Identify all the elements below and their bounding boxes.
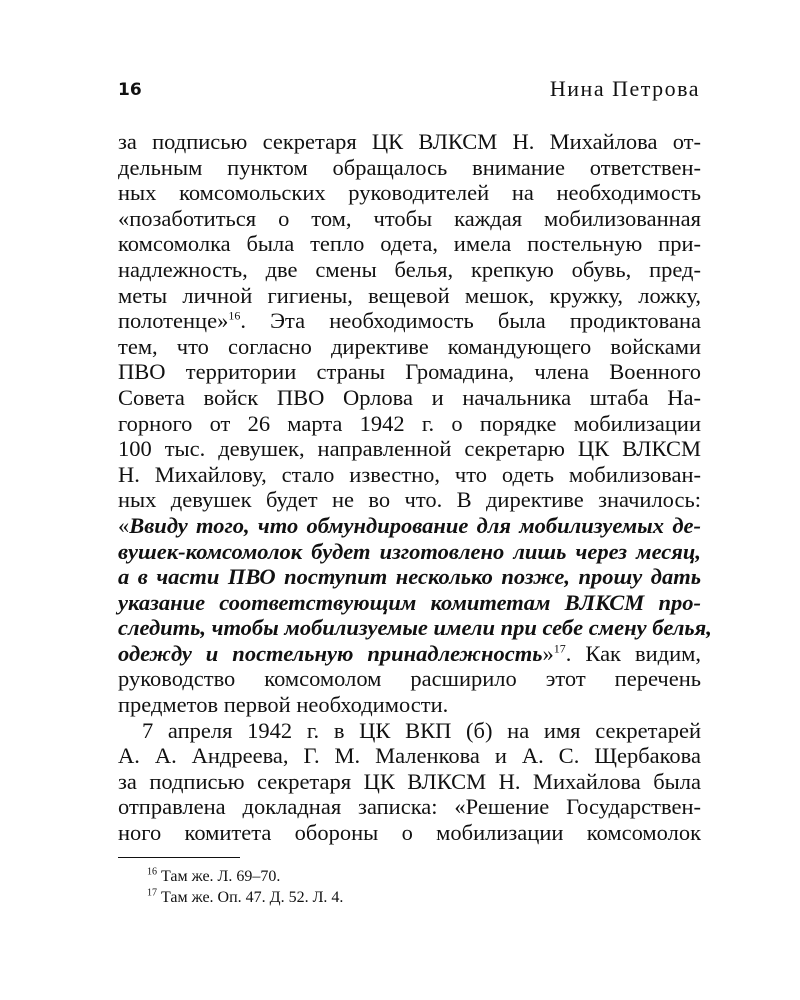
quote-line: указание соответствующим комитетам ВЛКСМ про- <box>118 589 701 615</box>
text-line: 100 тыс. девушек, направленной секретарю ЦК ВЛКСМ <box>118 436 701 462</box>
text-line: за подписью секретаря ЦК ВЛКСМ Н. Михайлова от- <box>118 129 701 154</box>
text-line: ПВО территории страны Громадина, члена Военного <box>118 359 701 385</box>
text-line: меты личной гигиены, вещевой мешок, кружку, ложку, <box>118 282 701 308</box>
quote-text: Ввиду того, что обмундирование для мобилизуемых де- <box>129 512 701 538</box>
text-line: ных девушек будет не во что. В директиве значилось: <box>118 487 701 513</box>
text-line: отправлена докладная записка: «Решение Государствен- <box>118 794 701 820</box>
text-line: «позаботиться о том, чтобы каждая мобилизованная <box>118 205 701 231</box>
page-number: 16 <box>118 80 142 100</box>
footnote-text: Там же. Оп. 47. Д. 52. Л. 4. <box>161 889 344 906</box>
running-head-author: Нина Петрова <box>549 76 700 101</box>
quote-line <box>118 641 701 667</box>
text-line: тем, что согласно директиве командующего войсками <box>118 333 701 359</box>
text-line: предметов первой необходимости. <box>118 692 449 718</box>
main-text <box>118 129 712 846</box>
quote-line: следить, чтобы мобилизуемые имели при себе смену белья, <box>118 615 712 641</box>
quote-open-mark: « <box>118 512 130 538</box>
text-fragment: полотенце» <box>118 308 229 334</box>
text-line: Совета войск ПВО Орлова и начальника штаба На- <box>118 384 701 410</box>
text-line: комсомолка была тепло одета, имела постельную при- <box>118 231 701 257</box>
quote-text: одежду и постельную принадлежность <box>118 640 543 666</box>
text-line: ных комсомольских руководителей на необходимость <box>118 180 701 206</box>
footnote-ref-16: 16 <box>228 308 241 323</box>
footnote-16 <box>147 866 343 887</box>
text-fragment: . Эта необходимость была продиктована <box>240 308 701 334</box>
text-line: 7 апреля 1942 г. в ЦК ВКП (б) на имя секретарей <box>142 717 701 743</box>
text-line: за подписью секретаря ЦК ВЛКСМ Н. Михайлова была <box>118 768 701 794</box>
quote-line: а в части ПВО поступит несколько позже, прошу дать <box>118 564 701 590</box>
text-line: надлежность, две смены белья, крепкую обувь, пред- <box>118 256 701 282</box>
text-line: Н. Михайлову, стало известно, что одеть мобилизован- <box>118 461 701 487</box>
quote-line: вушек-комсомолок будет изготовлено лишь через месяц, <box>118 538 701 564</box>
footnote-17 <box>147 887 343 908</box>
text-line: руководство комсомолом расширило этот перечень <box>118 666 701 692</box>
footnote-number: 16 <box>147 866 157 878</box>
quote-line <box>118 513 701 539</box>
text-line: горного от 26 марта 1942 г. о порядке мобилизации <box>118 410 701 436</box>
footnote-ref-17: 17 <box>553 641 566 656</box>
text-line: дельным пунктом обращалось внимание ответствен- <box>118 154 701 180</box>
footnote-number: 17 <box>147 887 157 899</box>
text-fragment: . Как видим, <box>565 640 701 666</box>
text-line <box>118 308 701 334</box>
quote-close-mark: » <box>542 640 554 666</box>
text-line: А. А. Андреева, Г. М. Маленкова и А. С. Щербакова <box>118 743 701 769</box>
footnotes <box>147 866 343 908</box>
text-line: ного комитета обороны о мобилизации комсомолок <box>118 820 701 846</box>
footnote-divider <box>118 857 240 858</box>
footnote-text: Там же. Л. 69–70. <box>161 868 281 885</box>
